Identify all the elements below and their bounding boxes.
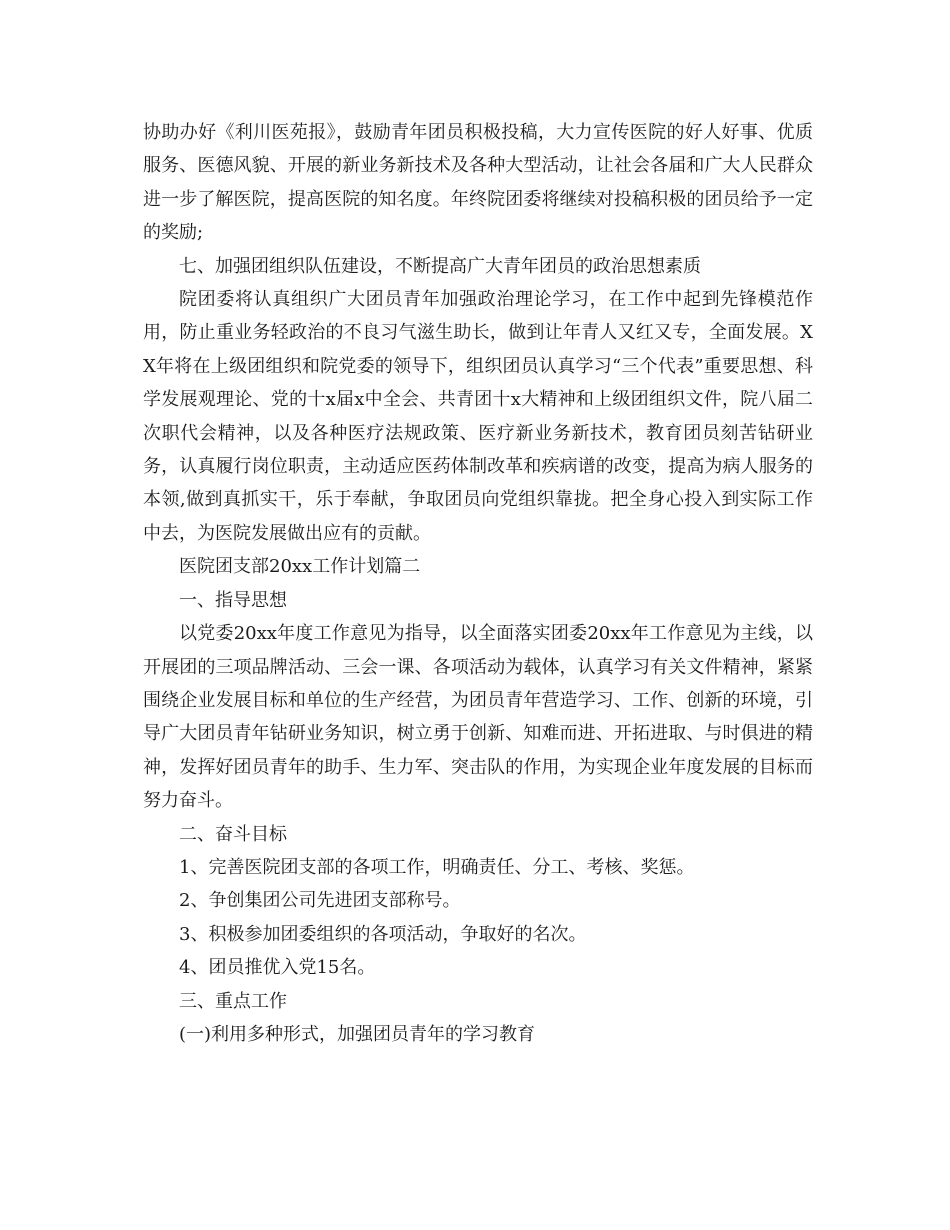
list-item-goal-2: 2、争创集团公司先进团支部称号。	[179, 890, 461, 912]
paragraph-political-study: 院团委将认真组织广大团员青年加强政治理论学习，在工作中起到先锋模范作用，防止重业务轻政治的不良习气滋生助长，做到让年青人又红又专，全面发展。XX年将在上级团组织和院党委的领导下，组织团员认真学习“三个代表”重要思想、科学发展观理论、党的十x届x中全会、共青团十x大精神和上级团组织文件，院八届二次职代会精神，以及各种医疗法规政策、医疗新业务新技术，教育团员刻苦钻研业务，认真履行岗位职责，主动适应医药体制改革和疾病谱的改变，提高为病人服务的本领,做到真抓实干，乐于奉献，争取团员向党组织靠拢。把全身心投入到实际工作中去，为医院发展做出应有的贡献。	[143, 289, 813, 544]
heading-goals: 二、奋斗目标	[179, 823, 287, 845]
heading-plan-part-two: 医院团支部20xx工作计划篇二	[179, 556, 421, 578]
paragraph-guiding-ideology: 以党委20xx年度工作意见为指导，以全面落实团委20xx年工作意见为主线，以开展团的三项品牌活动、三会一课、各项活动为载体，认真学习有关文件精神，紧紧围绕企业发展目标和单位的生产经营，为团员青年营造学习、工作、创新的环境，引导广大团员青年钻研业务知识，树立勇于创新、知难而进、开拓进取、与时俱进的精神，发挥好团员青年的助手、生力军、突击队的作用，为实现企业年度发展的目标而努力奋斗。	[143, 623, 813, 812]
list-item-goal-3: 3、积极参加团委组织的各项活动，争取好的名次。	[179, 923, 587, 945]
document-body	[143, 116, 813, 1051]
list-item-goal-4: 4、团员推优入党15名。	[179, 957, 376, 979]
heading-guiding-ideology: 一、指导思想	[179, 589, 287, 611]
subheading-study-education: (一)利用多种形式，加强团员青年的学习教育	[179, 1023, 536, 1045]
paragraph-newspaper-contribution: 协助办好《利川医苑报》，鼓励青年团员积极投稿，大力宣传医院的好人好事、优质服务、医德风貌、开展的新业务新技术及各种大型活动，让社会各届和广大人民群众进一步了解医院，提高医院的知名度。年终院团委将继续对投稿积极的团员给予一定的奖励;	[143, 122, 813, 244]
heading-key-work: 三、重点工作	[179, 990, 287, 1012]
list-item-goal-1: 1、完善医院团支部的各项工作，明确责任、分工、考核、奖惩。	[179, 856, 695, 878]
heading-section-seven: 七、加强团组织队伍建设，不断提高广大青年团员的政治思想素质	[179, 255, 701, 277]
